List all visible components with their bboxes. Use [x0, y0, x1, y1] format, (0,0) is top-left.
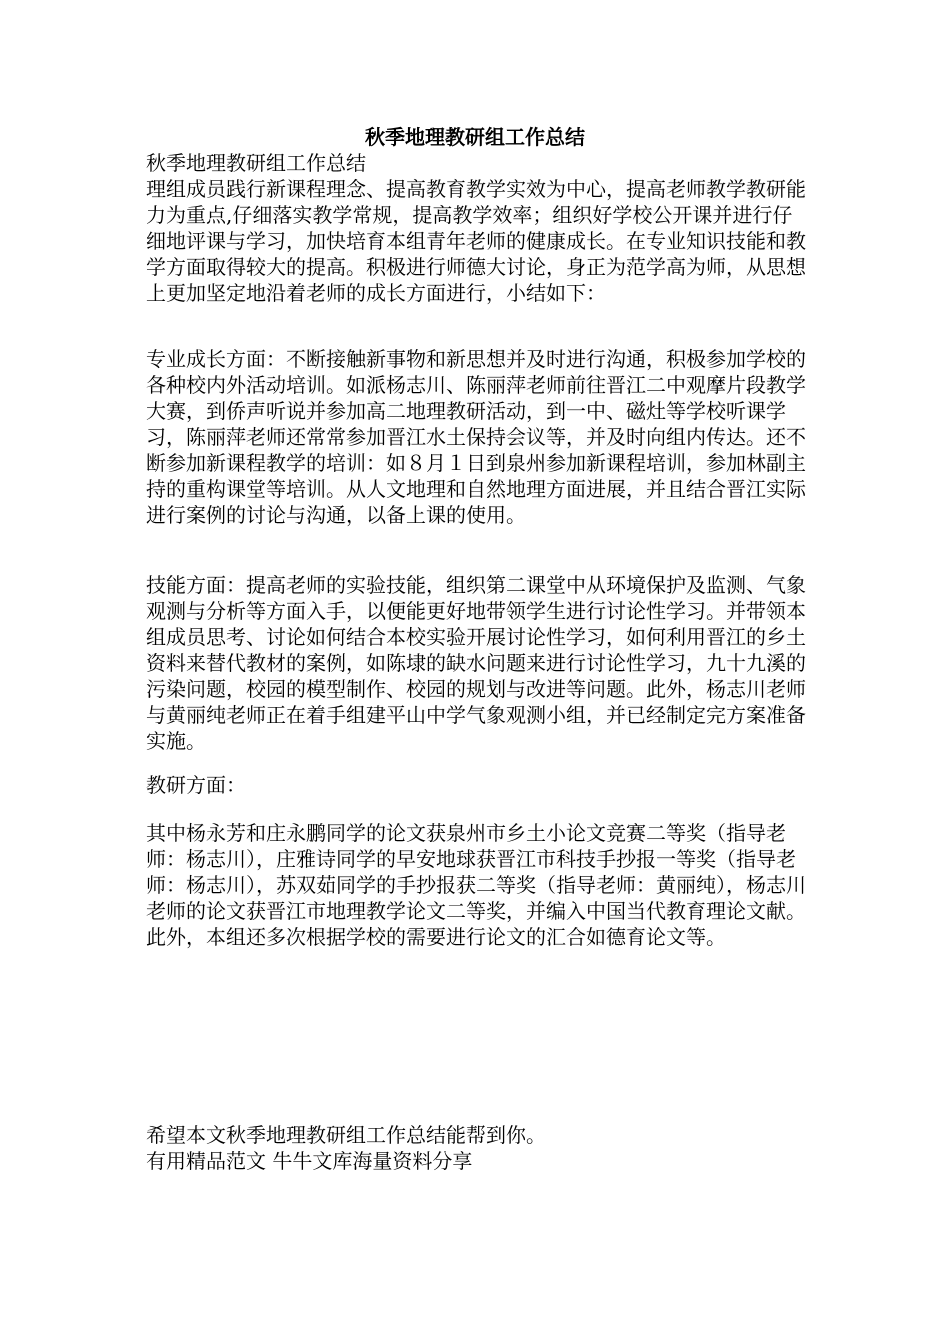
- document-title: 秋季地理教研组工作总结: [365, 125, 585, 149]
- paragraph-research: 其中杨永芳和庄永鹏同学的论文获泉州市乡土小论文竞赛二等奖（指导老师：杨志川），庄雅诗同学的早安地球获晋江市科技手抄报一等奖（指导老师：杨志川），苏双茹同学的手抄报获二等奖（指导老师：黄丽纯），杨志川老师的论文获晋江市地理教学论文二等奖，并编入中国当代教育理论文献。此外，本组还多次根据学校的需要进行论文的汇合如德育论文等。: [146, 821, 806, 949]
- research-heading: 教研方面：: [146, 773, 246, 797]
- closing-line-2: 有用精品范文 牛牛文库海量资料分享: [146, 1149, 473, 1173]
- paragraph-intro: 理组成员践行新课程理念、提高教育教学实效为中心，提高老师教学教研能力为重点,仔细落实教学常规，提高教学效率；组织好学校公开课并进行仔细地评课与学习，加快培育本组青年老师的健康成长。在专业知识技能和教学方面取得较大的提高。积极进行师德大讨论，身正为范学高为师，从思想上更加坚定地沿着老师的成长方面进行，小结如下：: [146, 177, 806, 305]
- document-subtitle: 秋季地理教研组工作总结: [146, 151, 366, 175]
- closing-line-1: 希望本文秋季地理教研组工作总结能帮到你。: [146, 1123, 546, 1147]
- paragraph-skills: 技能方面：提高老师的实验技能，组织第二课堂中从环境保护及监测、气象观测与分析等方面入手，以便能更好地带领学生进行讨论性学习。并带领本组成员思考、讨论如何结合本校实验开展讨论性学习，如何利用晋江的乡土资料来替代教材的案例，如陈埭的缺水问题来进行讨论性学习，九十九溪的污染问题，校园的模型制作、校园的规划与改进等问题。此外，杨志川老师与黄丽纯老师正在着手组建平山中学气象观测小组，并已经制定完方案准备实施。: [146, 573, 806, 753]
- paragraph-professional-growth: 专业成长方面：不断接触新事物和新思想并及时进行沟通，积极参加学校的各种校内外活动培训。如派杨志川、陈丽萍老师前往晋江二中观摩片段教学大赛，到侨声听说并参加高二地理教研活动，到一中、磁灶等学校听课学习，陈丽萍老师还常常参加晋江水土保持会议等，并及时向组内传达。还不断参加新课程教学的培训：如８月１日到泉州参加新课程培训，参加林副主持的重构课堂等培训。从人文地理和自然地理方面进展，并且结合晋江实际进行案例的讨论与沟通，以备上课的使用。: [146, 347, 806, 527]
